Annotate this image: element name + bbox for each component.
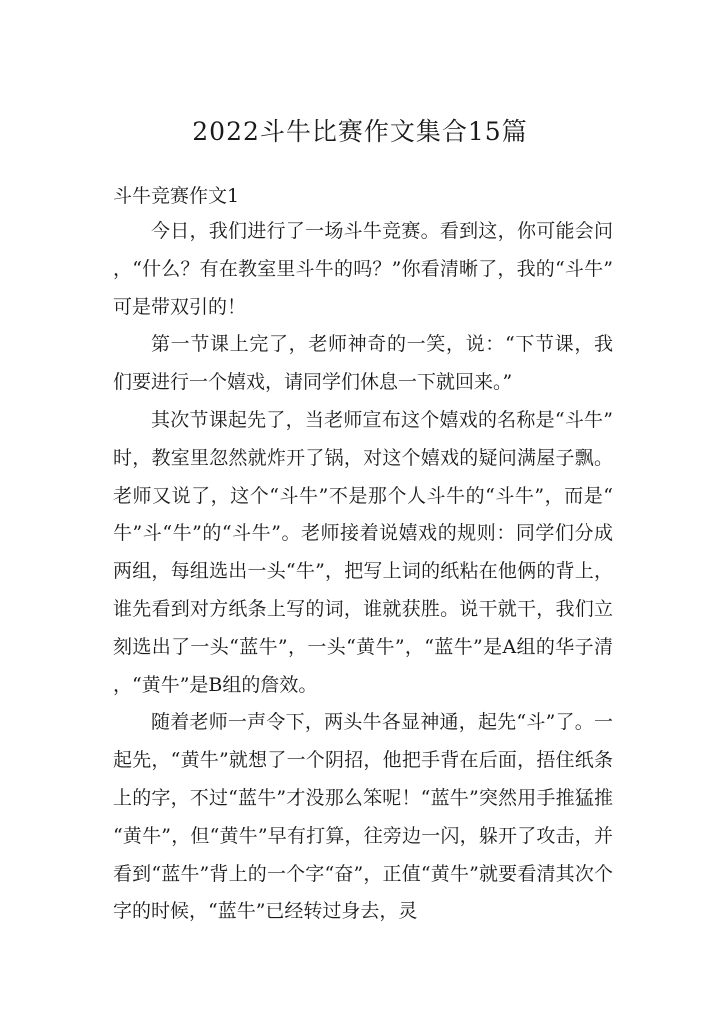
paragraph: 随着老师一声令下，两头牛各显神通，起先“斗”了。一起先，“黄牛”就想了一个阴招，他把手背在后面，捂住纸条上的字，不过“蓝牛”才没那么笨呢！“蓝牛”突然用手推猛推“黄牛”，但“黄牛”早有打算，往旁边一闪，躲开了攻击，并看到“蓝牛”背上的一个字“奋”，正值“黄牛”就要看清其次个字的时候，“蓝牛”已经转过身去，灵 bbox=[113, 711, 613, 923]
section-heading: 斗牛竞赛作文1 bbox=[113, 185, 240, 207]
document-body bbox=[113, 213, 613, 931]
paragraph: 其次节课起先了，当老师宣布这个嬉戏的名称是“斗牛”时，教室里忽然就炸开了锅，对这个嬉戏的疑问满屋子飘。老师又说了，这个“斗牛”不是那个人斗牛的“斗牛”，而是“牛”斗“牛”的“斗牛”。老师接着说嬉戏的规则：同学们分成两组，每组选出一头“牛”，把写上词的纸粘在他俩的背上，谁先看到对方纸条上写的词，谁就获胜。说干就干，我们立刻选出了一头“蓝牛”，一头“黄牛”，“蓝牛”是A组的华子清，“黄牛”是B组的詹效。 bbox=[113, 408, 613, 696]
document-title: 2022斗牛比赛作文集合15篇 bbox=[192, 117, 528, 146]
paragraph: 第一节课上完了，老师神奇的一笑，说：“下节课，我们要进行一个嬉戏，请同学们休息一下就回来。” bbox=[113, 333, 613, 394]
paragraph: 今日，我们进行了一场斗牛竞赛。看到这，你可能会问，“什么？有在教室里斗牛的吗？”你看清晰了，我的“斗牛”可是带双引的！ bbox=[113, 220, 613, 318]
